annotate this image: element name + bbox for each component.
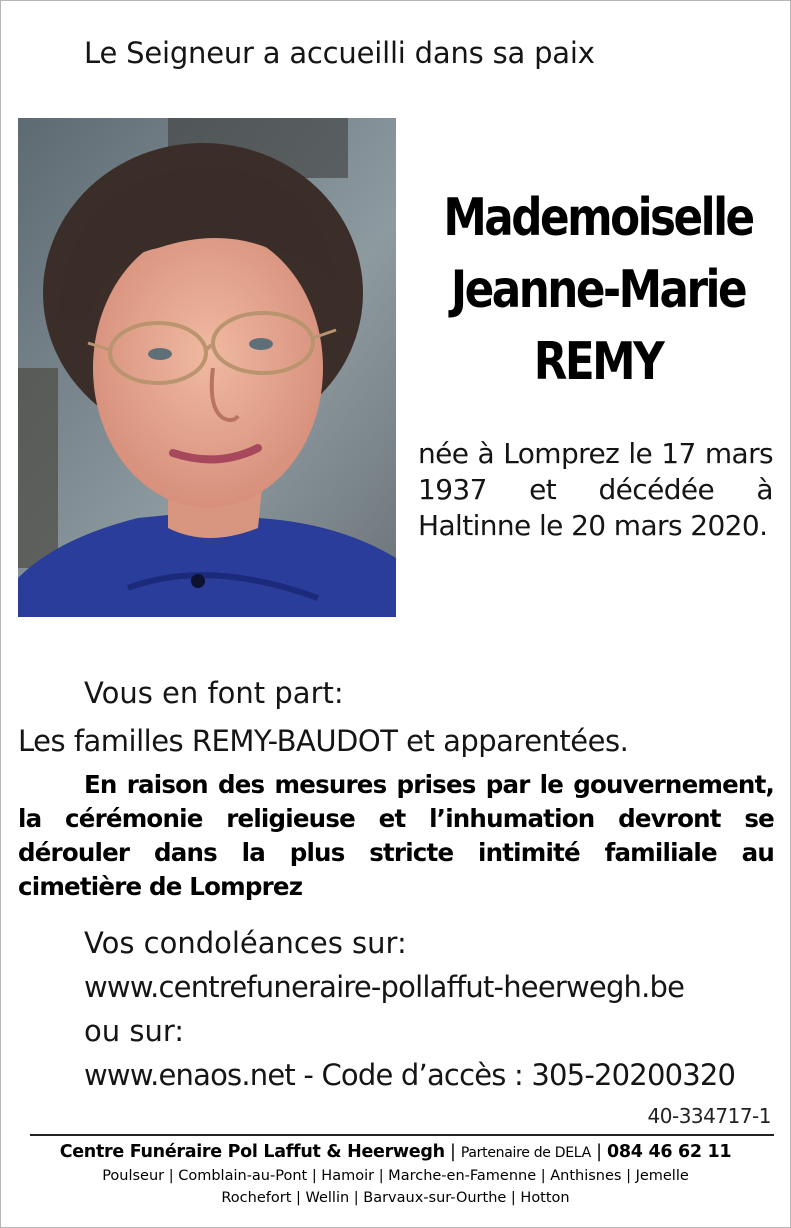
birth-death-text: née à Lomprez le 17 mars 1937 et décédée à Haltinne le 20 mars 2020. [418, 437, 773, 542]
phone-number: 084 46 62 11 [607, 1142, 732, 1162]
announcement-part-text: Vous en font part: [84, 676, 344, 710]
condolences-website-link[interactable]: www.centrefuneraire-pollaffut-heerwegh.be [84, 970, 685, 1004]
condolences-label: Vos condoléances sur: [84, 926, 407, 960]
enaos-website-link[interactable]: www.enaos.net - Code d’accès : 305-20200320 [84, 1058, 736, 1092]
footer [0, 1140, 791, 1209]
footer-company-line [0, 1140, 791, 1165]
locations-line-1: Poulseur | Comblain-au-Pont | Hamoir | Marche-en-Famenne | Anthisnes | Jemelle [102, 1168, 689, 1184]
locations-line-2: Rochefort | Wellin | Barvaux-sur-Ourthe | Hotton [221, 1190, 570, 1206]
deceased-title: Mademoiselle [443, 188, 753, 248]
portrait-illustration [18, 118, 396, 617]
separator: | [596, 1142, 602, 1162]
families-text: Les familles REMY-BAUDOT et apparentées. [18, 724, 629, 758]
separator: | [450, 1142, 456, 1162]
deceased-first-name: Jeanne-Marie [450, 260, 746, 320]
deceased-name-block [442, 182, 754, 398]
portrait-photo [18, 118, 396, 617]
or-label: ou sur: [84, 1014, 185, 1048]
deceased-last-name: REMY [533, 332, 663, 392]
company-name: Centre Funéraire Pol Laffut & Heerwegh [59, 1142, 445, 1162]
ceremony-notice: En raison des mesures prises par le gouvernement, la cérémonie religieuse et l’inhumation devront se dérouler dans la plus stricte intimité familiale au cimetière de Lomprez [18, 770, 774, 901]
partner-text: Partenaire de DELA [460, 1145, 591, 1161]
intro-text: Le Seigneur a accueilli dans sa paix [84, 36, 595, 70]
footer-divider [30, 1134, 774, 1136]
reference-number: 40-334717-1 [647, 1104, 771, 1128]
